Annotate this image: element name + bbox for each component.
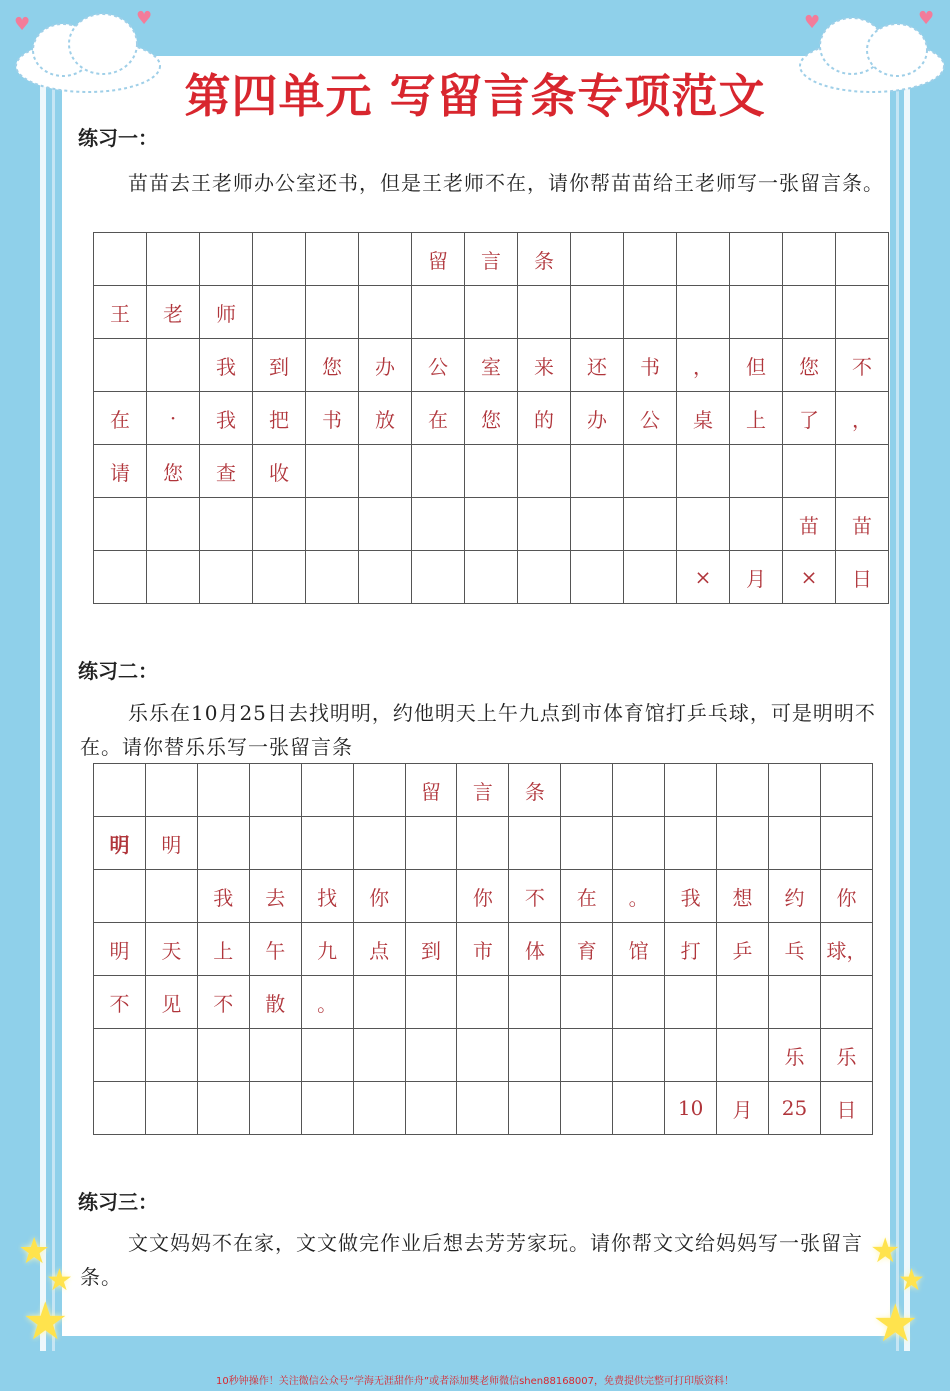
- grid-cell: [571, 286, 624, 339]
- grid-cell: [571, 445, 624, 498]
- grid-row: [94, 764, 873, 817]
- grid-cell: 乒: [717, 923, 769, 976]
- grid-cell: [518, 551, 571, 604]
- grid-cell: 乐: [768, 1029, 820, 1082]
- grid-row: [94, 1029, 873, 1082]
- right-stripe-thin: [896, 60, 899, 1351]
- grid-cell: ·: [147, 392, 200, 445]
- grid-cell: [613, 817, 665, 870]
- grid-cell: 收: [253, 445, 306, 498]
- grid-cell: [253, 551, 306, 604]
- exercise-3-heading: 练习三：: [78, 1190, 158, 1214]
- grid-cell: 在: [561, 870, 613, 923]
- grid-cell: 办: [359, 339, 412, 392]
- grid-cell: [353, 976, 405, 1029]
- grid-cell: [509, 1082, 561, 1135]
- exercise-1-heading: 练习一：: [78, 126, 158, 150]
- grid-cell: [94, 1029, 146, 1082]
- grid-cell: [730, 498, 783, 551]
- grid-cell: [624, 445, 677, 498]
- grid-cell: [677, 286, 730, 339]
- exercise-1-prompt: 苗苗去王老师办公室还书，但是王老师不在，请你帮苗苗给王老师写一张留言条。: [128, 171, 884, 195]
- star-icon: ★: [872, 1294, 919, 1354]
- grid-cell: [613, 1082, 665, 1135]
- grid-cell: 您: [147, 445, 200, 498]
- grid-cell: [94, 233, 147, 286]
- grid-cell: [94, 498, 147, 551]
- grid-cell: 放: [359, 392, 412, 445]
- grid-cell: [768, 764, 820, 817]
- grid-cell: 查: [200, 445, 253, 498]
- grid-cell: 明: [94, 817, 146, 870]
- grid-cell: 约: [768, 870, 820, 923]
- grid-cell: [518, 445, 571, 498]
- exercise-3-prompt: 文文妈妈不在家，文文做完作业后想去芳芳家玩。请你帮文文给妈妈写一张留言条。: [80, 1231, 863, 1289]
- grid-cell: [783, 286, 836, 339]
- grid-row: [94, 551, 889, 604]
- grid-cell: ，: [677, 339, 730, 392]
- grid-cell: [94, 551, 147, 604]
- grid-row: [94, 286, 889, 339]
- star-icon: ★: [22, 1292, 69, 1352]
- grid-cell: 你: [820, 870, 872, 923]
- grid-row: [94, 817, 873, 870]
- grid-cell: [306, 233, 359, 286]
- grid-cell: [359, 445, 412, 498]
- grid-row: [94, 392, 889, 445]
- grid-cell: 但: [730, 339, 783, 392]
- grid-cell: 在: [412, 392, 465, 445]
- grid-cell: 见: [145, 976, 197, 1029]
- grid-cell: 乐: [820, 1029, 872, 1082]
- grid-cell: 您: [783, 339, 836, 392]
- grid-cell: [717, 817, 769, 870]
- grid-cell: [306, 286, 359, 339]
- grid-cell: [249, 1029, 301, 1082]
- grid-cell: [717, 1029, 769, 1082]
- grid-cell: 午: [249, 923, 301, 976]
- grid-cell: [624, 233, 677, 286]
- grid-cell: 球，: [820, 923, 872, 976]
- grid-cell: 明: [94, 923, 146, 976]
- grid-cell: 点: [353, 923, 405, 976]
- grid-cell: 你: [457, 870, 509, 923]
- grid-cell: [253, 286, 306, 339]
- grid-cell: [509, 976, 561, 1029]
- grid-cell: ，: [836, 392, 889, 445]
- grid-cell: 想: [717, 870, 769, 923]
- grid-row: [94, 870, 873, 923]
- grid-cell: [665, 817, 717, 870]
- grid-cell: [145, 764, 197, 817]
- grid-cell: 书: [624, 339, 677, 392]
- grid-cell: [665, 764, 717, 817]
- grid-cell: [249, 764, 301, 817]
- grid-cell: [147, 498, 200, 551]
- grid-cell: [306, 445, 359, 498]
- grid-cell: [677, 498, 730, 551]
- grid-cell: [359, 233, 412, 286]
- grid-cell: [509, 817, 561, 870]
- grid-cell: 九: [301, 923, 353, 976]
- grid-cell: [518, 286, 571, 339]
- star-icon: ★: [46, 1263, 73, 1298]
- grid-cell: [820, 817, 872, 870]
- grid-cell: [677, 445, 730, 498]
- grid-cell: [665, 976, 717, 1029]
- grid-cell: 市: [457, 923, 509, 976]
- grid-cell: [730, 286, 783, 339]
- grid-cell: [561, 817, 613, 870]
- grid-cell: [301, 764, 353, 817]
- grid-cell: 把: [253, 392, 306, 445]
- grid-row: [94, 445, 889, 498]
- grid-cell: [353, 764, 405, 817]
- grid-cell: [561, 764, 613, 817]
- grid-cell: [677, 233, 730, 286]
- grid-cell: [836, 286, 889, 339]
- grid-cell: 言: [457, 764, 509, 817]
- grid-row: [94, 233, 889, 286]
- grid-cell: [253, 233, 306, 286]
- grid-cell: [624, 551, 677, 604]
- footer-note: 10秒钟操作！关注微信公众号“学海无涯甜作舟”或者添加樊老师微信shen88168007，免费提供完整可打印版资料！: [215, 1376, 735, 1387]
- grid-cell: [836, 233, 889, 286]
- grid-cell: [200, 233, 253, 286]
- grid-cell: [405, 1082, 457, 1135]
- grid-cell: 的: [518, 392, 571, 445]
- grid-cell: 留: [405, 764, 457, 817]
- grid-cell: 上: [730, 392, 783, 445]
- grid-cell: 苗: [836, 498, 889, 551]
- grid-cell: [783, 233, 836, 286]
- grid-cell: [624, 498, 677, 551]
- grid-cell: 我: [200, 339, 253, 392]
- grid-cell: [768, 817, 820, 870]
- grid-cell: [836, 445, 889, 498]
- grid-cell: [249, 817, 301, 870]
- grid-cell: 不: [197, 976, 249, 1029]
- grid-cell: [253, 498, 306, 551]
- grid-cell: 日: [820, 1082, 872, 1135]
- grid-cell: [730, 233, 783, 286]
- grid-cell: 来: [518, 339, 571, 392]
- grid-cell: [571, 498, 624, 551]
- grid-cell: [147, 233, 200, 286]
- grid-cell: [405, 1029, 457, 1082]
- grid-cell: [571, 551, 624, 604]
- grid-cell: 王: [94, 286, 147, 339]
- grid-cell: [359, 498, 412, 551]
- grid-cell: [613, 1029, 665, 1082]
- grid-cell: [561, 1029, 613, 1082]
- grid-cell: [200, 498, 253, 551]
- grid-cell: [465, 551, 518, 604]
- grid-cell: 明: [145, 817, 197, 870]
- left-stripe-thin: [52, 60, 55, 1351]
- grid-cell: [94, 1082, 146, 1135]
- grid-cell: 乓: [768, 923, 820, 976]
- left-stripe: [40, 60, 46, 1351]
- exercise-2-heading: 练习二：: [78, 659, 158, 683]
- grid-cell: [359, 286, 412, 339]
- grid-cell: 书: [306, 392, 359, 445]
- grid-cell: 我: [200, 392, 253, 445]
- right-stripe: [904, 60, 910, 1351]
- grid-cell: [200, 551, 253, 604]
- grid-cell: 不: [94, 976, 146, 1029]
- grid-cell: 你: [353, 870, 405, 923]
- grid-cell: 请: [94, 445, 147, 498]
- grid-cell: [94, 339, 147, 392]
- grid-row: [94, 498, 889, 551]
- grid-cell: [457, 1082, 509, 1135]
- grid-cell: [306, 498, 359, 551]
- page-title: 第四单元 写留言条专项范文: [184, 69, 766, 123]
- grid-cell: 到: [405, 923, 457, 976]
- grid-cell: 月: [730, 551, 783, 604]
- grid-cell: [412, 498, 465, 551]
- grid-cell: [197, 764, 249, 817]
- grid-cell: [665, 1029, 717, 1082]
- grid-cell: [353, 1029, 405, 1082]
- star-icon: ★: [898, 1263, 925, 1298]
- grid-cell: 日: [836, 551, 889, 604]
- grid-cell: 馆: [613, 923, 665, 976]
- grid-cell: 天: [145, 923, 197, 976]
- grid-cell: [197, 1029, 249, 1082]
- grid-cell: [301, 1082, 353, 1135]
- grid-cell: 不: [509, 870, 561, 923]
- grid-cell: [465, 286, 518, 339]
- grid-cell: 师: [200, 286, 253, 339]
- grid-cell: 10: [665, 1082, 717, 1135]
- grid-cell: 打: [665, 923, 717, 976]
- grid-cell: [301, 817, 353, 870]
- grid-cell: [147, 551, 200, 604]
- grid-row: [94, 923, 873, 976]
- grid-cell: 苗: [783, 498, 836, 551]
- grid-cell: [145, 1082, 197, 1135]
- grid-cell: [561, 976, 613, 1029]
- grid-cell: [717, 764, 769, 817]
- grid-cell: 25: [768, 1082, 820, 1135]
- grid-cell: 去: [249, 870, 301, 923]
- grid-cell: 。: [613, 870, 665, 923]
- grid-cell: [145, 870, 197, 923]
- star-icon: ★: [870, 1231, 901, 1271]
- heart-icon: ♥: [804, 12, 821, 33]
- grid-cell: [457, 976, 509, 1029]
- grid-cell: 条: [509, 764, 561, 817]
- grid-cell: [145, 1029, 197, 1082]
- grid-cell: [412, 445, 465, 498]
- grid-cell: [405, 817, 457, 870]
- grid-cell: [94, 764, 146, 817]
- grid-row: [94, 1082, 873, 1135]
- grid-cell: [94, 870, 146, 923]
- grid-cell: 办: [571, 392, 624, 445]
- grid-cell: 不: [836, 339, 889, 392]
- grid-cell: [820, 764, 872, 817]
- grid-cell: 在: [94, 392, 147, 445]
- grid-row: [94, 976, 873, 1029]
- grid-cell: 上: [197, 923, 249, 976]
- grid-cell: [561, 1082, 613, 1135]
- grid-cell: [465, 445, 518, 498]
- grid-cell: [613, 976, 665, 1029]
- grid-cell: [353, 817, 405, 870]
- grid-cell: 条: [518, 233, 571, 286]
- exercise-2-grid: [93, 763, 873, 1135]
- grid-cell: 老: [147, 286, 200, 339]
- grid-cell: 。: [301, 976, 353, 1029]
- heart-icon: ♥: [14, 14, 31, 35]
- grid-cell: [624, 286, 677, 339]
- grid-cell: [465, 498, 518, 551]
- heart-icon: ♥: [136, 8, 153, 29]
- grid-cell: 我: [665, 870, 717, 923]
- grid-cell: 体: [509, 923, 561, 976]
- grid-cell: [820, 976, 872, 1029]
- exercise-1-grid: [93, 232, 889, 604]
- grid-cell: [412, 286, 465, 339]
- grid-cell: 了: [783, 392, 836, 445]
- grid-cell: [249, 1082, 301, 1135]
- grid-cell: [457, 1029, 509, 1082]
- grid-cell: [412, 551, 465, 604]
- heart-icon: ♥: [918, 8, 935, 29]
- grid-cell: [571, 233, 624, 286]
- grid-cell: [147, 339, 200, 392]
- exercise-2-prompt: 乐乐在10月25日去找明明，约他明天上午九点到市体育馆打乒乓球，可是明明不在。请你替乐乐写一张留言条: [80, 701, 876, 759]
- grid-cell: [197, 1082, 249, 1135]
- grid-cell: [353, 1082, 405, 1135]
- grid-cell: 桌: [677, 392, 730, 445]
- grid-cell: 月: [717, 1082, 769, 1135]
- grid-cell: 育: [561, 923, 613, 976]
- grid-cell: 找: [301, 870, 353, 923]
- grid-cell: 散: [249, 976, 301, 1029]
- grid-cell: [197, 817, 249, 870]
- grid-cell: 言: [465, 233, 518, 286]
- grid-cell: [518, 498, 571, 551]
- grid-cell: [783, 445, 836, 498]
- grid-cell: [359, 551, 412, 604]
- grid-cell: 您: [465, 392, 518, 445]
- grid-cell: ×: [783, 551, 836, 604]
- grid-cell: 我: [197, 870, 249, 923]
- grid-cell: [730, 445, 783, 498]
- grid-cell: 您: [306, 339, 359, 392]
- grid-cell: [405, 870, 457, 923]
- grid-cell: [768, 976, 820, 1029]
- grid-cell: [457, 817, 509, 870]
- grid-cell: 留: [412, 233, 465, 286]
- grid-cell: [405, 976, 457, 1029]
- grid-cell: [301, 1029, 353, 1082]
- grid-row: [94, 339, 889, 392]
- grid-cell: [717, 976, 769, 1029]
- grid-cell: [509, 1029, 561, 1082]
- star-icon: ★: [18, 1231, 51, 1272]
- grid-cell: 室: [465, 339, 518, 392]
- grid-cell: ×: [677, 551, 730, 604]
- grid-cell: 公: [412, 339, 465, 392]
- grid-cell: 还: [571, 339, 624, 392]
- grid-cell: [306, 551, 359, 604]
- grid-cell: 公: [624, 392, 677, 445]
- grid-cell: 到: [253, 339, 306, 392]
- grid-cell: [613, 764, 665, 817]
